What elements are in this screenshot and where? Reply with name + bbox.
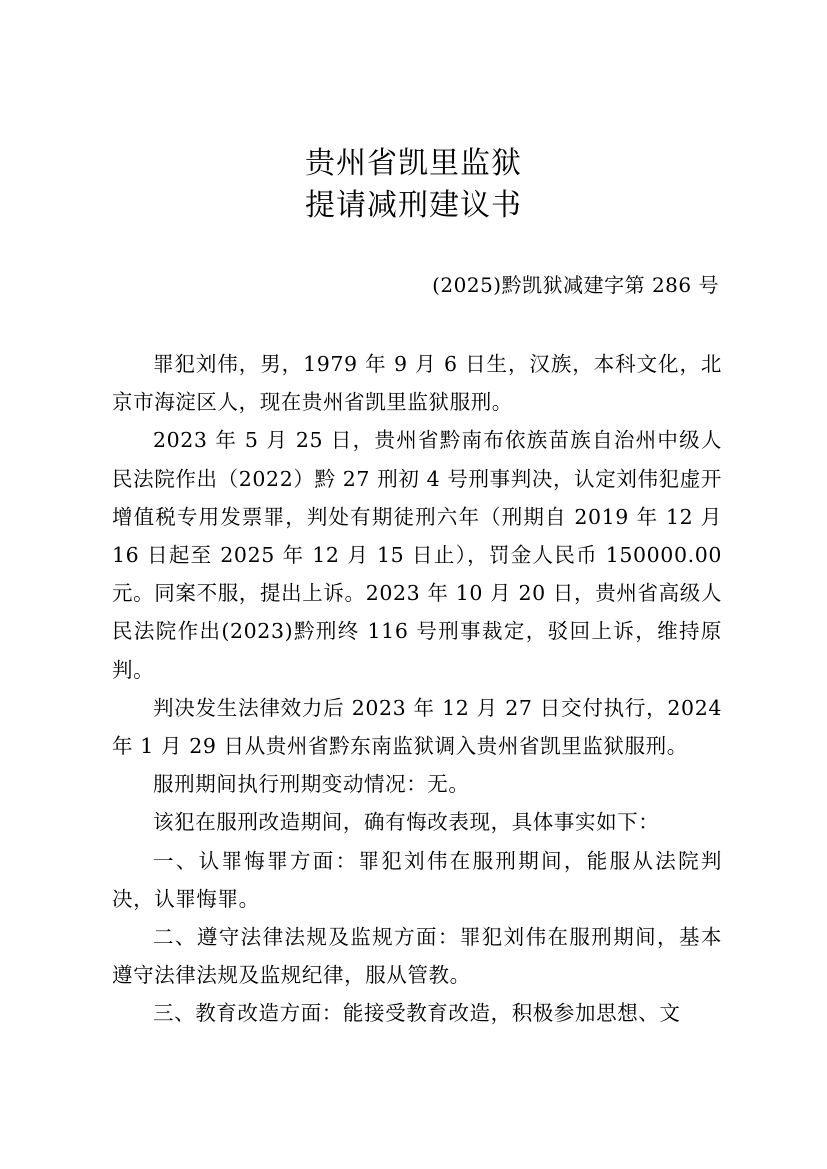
paragraph-offender-info: 罪犯刘伟，男，1979 年 9 月 6 日生，汉族，本科文化，北京市海淀区人，现在贵州省凯里监狱服刑。 (112, 352, 722, 415)
document-body (112, 345, 722, 1033)
paragraph-sentence-change: 服刑期间执行刑期变动情况：无。 (153, 772, 470, 797)
paragraph-facts-intro: 该犯在服刑改造期间，确有悔改表现，具体事实如下： (153, 810, 660, 835)
paragraph-education: 三、教育改造方面：能接受教育改造，积极参加思想、文 (153, 1001, 681, 1026)
paragraph-repentance: 一、认罪悔罪方面：罪犯刘伟在服刑期间，能服从法院判决，认罪悔罪。 (112, 848, 722, 911)
document-number: (2025)黔凯狱减建字第 286 号 (432, 273, 719, 297)
paragraph-discipline: 二、遵守法律法规及监规方面：罪犯刘伟在服刑期间，基本遵守法律法规及监规纪律，服从管教。 (112, 925, 722, 988)
document-title-line1: 贵州省凯里监狱 (305, 146, 522, 181)
document-title-line2: 提请减刑建议书 (305, 188, 522, 223)
paragraph-judgment: 2023 年 5 月 25 日，贵州省黔南布依族苗族自治州中级人民法院作出（2022）黔 27 刑初 4 号刑事判决，认定刘伟犯虚开增值税专用发票罪，判处有期徒刑六年（刑期自 2019 年 12 月 16 日起至 2025 年 12 月 15 日止），罚金人民币 150000.00 元。同案不服，提出上诉。2023 年 10 月 20 日，贵州省高级人民法院作出(2023)黔刑终 116 号刑事裁定，驳回上诉，维持原判。 (112, 428, 723, 682)
paragraph-execution: 判决发生法律效力后 2023 年 12 月 27 日交付执行，2024 年 1 月 29 日从贵州省黔东南监狱调入贵州省凯里监狱服刑。 (112, 695, 722, 759)
